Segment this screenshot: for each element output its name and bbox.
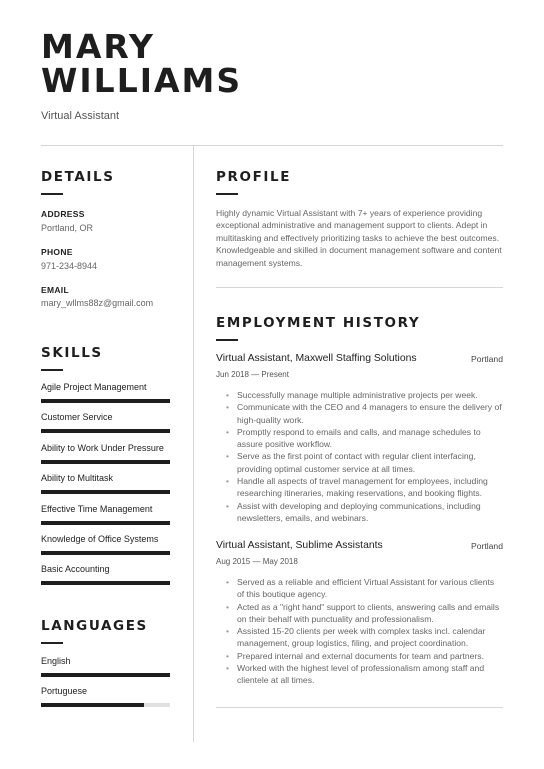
skill-name: Knowledge of Office Systems (41, 534, 159, 544)
job-dates: Jun 2018 — Present (216, 370, 289, 379)
skills-title: SKILLS (41, 345, 103, 361)
details-section-header (41, 169, 115, 195)
skill-item (41, 443, 170, 464)
skill-item (41, 473, 170, 494)
language-item (41, 656, 170, 677)
skill-item (41, 382, 170, 403)
header-divider (41, 145, 503, 146)
level-bar-track (41, 673, 170, 677)
skill-name: Ability to Work Under Pressure (41, 442, 164, 453)
skills-section-header (41, 345, 103, 371)
employment-title: EMPLOYMENT HISTORY (216, 315, 421, 331)
last-name: WILLIAMS (41, 61, 243, 100)
job-bullet: • Assisted 15-20 clients per week with complex tasks incl. calendar management, group logistics, filing, and project coordination. (226, 625, 503, 650)
job-bullet: • Assist with developing and deploying communications, including newsletters, emails, and webinars. (226, 500, 503, 525)
level-bar-fill (41, 460, 170, 464)
job-bullets (216, 576, 503, 687)
job-role: Virtual Assistant (41, 110, 120, 122)
section-underline (41, 369, 63, 371)
address-value: Portland, OR (41, 223, 94, 233)
job-dates: Aug 2015 — May 2018 (216, 557, 298, 566)
email-label: EMAIL (41, 285, 69, 295)
language-item (41, 686, 170, 707)
skill-item (41, 564, 170, 585)
skill-name: Ability to Multitask (41, 473, 114, 484)
level-bar-track (41, 460, 170, 464)
employment-divider (216, 707, 503, 708)
job-bullet: • Serve as the first point of contact with regular client interfacing, providing optimal customer service at all times. (226, 450, 503, 475)
level-bar-track (41, 490, 170, 494)
profile-summary: Highly dynamic Virtual Assistant with 7+ years of experience providing exceptional administrative and management support to clients. Adept in multitasking and effectively prioritizing tasks to achieve the best outcomes. Knowledgeable and skilled in document management software and content management systems. (216, 208, 502, 268)
email-value: mary_wllms88z@gmail.com (41, 298, 154, 308)
languages-title: LANGUAGES (41, 618, 148, 634)
level-bar-fill (41, 673, 170, 677)
job-bullet: • Worked with the highest level of professionalism among staff and clientele at all times. (226, 662, 503, 687)
first-name: MARY (41, 27, 155, 66)
level-bar-fill (41, 581, 170, 585)
job-entry (216, 540, 503, 687)
job-title: Virtual Assistant, Maxwell Staffing Solutions (216, 353, 417, 364)
skill-item (41, 412, 170, 433)
job-bullets (216, 389, 503, 524)
job-bullet: • Prepared internal and external documents for team and partners. (226, 650, 503, 662)
job-header (216, 353, 503, 367)
employment-section-header (216, 315, 420, 341)
details-title: DETAILS (41, 169, 115, 185)
level-bar-fill (41, 399, 170, 403)
section-underline (41, 642, 63, 644)
job-bullet: • Promptly respond to emails and calls, and manage schedules to assure positive workflow. (226, 426, 503, 451)
job-bullet: • Successfully manage multiple administrative projects per week. (226, 389, 503, 401)
level-bar-fill (41, 429, 170, 433)
level-bar-fill (41, 521, 170, 525)
level-bar-fill (41, 703, 144, 707)
skill-name: Basic Accounting (41, 564, 110, 575)
address-label: ADDRESS (41, 209, 85, 219)
candidate-name (41, 27, 243, 100)
skill-item (41, 504, 170, 525)
profile-divider (216, 287, 503, 288)
skill-item (41, 534, 170, 555)
phone-value: 971-234-8944 (41, 261, 98, 271)
level-bar-fill (41, 551, 170, 555)
phone-label: PHONE (41, 247, 73, 257)
job-bullet: • Communicate with the CEO and 4 managers to ensure the delivery of high-quality work. (226, 401, 503, 426)
job-title: Virtual Assistant, Sublime Assistants (216, 540, 383, 551)
profile-title: PROFILE (216, 169, 292, 185)
job-bullet: • Handle all aspects of travel management for employees, including researching itineraries, making reservations, and booking flights. (226, 475, 503, 500)
job-bullet: • Acted as a "right hand" support to clients, answering calls and emails on their behalf with punctuality and professionalism. (226, 601, 503, 626)
level-bar-track (41, 399, 170, 403)
language-name: English (41, 656, 71, 666)
languages-section-header (41, 618, 148, 644)
section-underline (41, 193, 63, 195)
level-bar-track (41, 521, 170, 525)
profile-section-header (216, 169, 291, 195)
section-underline (216, 193, 238, 195)
skill-name: Customer Service (41, 412, 113, 423)
section-underline (216, 339, 238, 341)
job-header (216, 540, 503, 554)
level-bar-fill (41, 490, 170, 494)
job-bullet: • Served as a reliable and efficient Virtual Assistant for various clients of this boutique agency. (226, 576, 503, 601)
job-location: Portland (470, 354, 503, 364)
level-bar-track (41, 703, 170, 707)
level-bar-track (41, 581, 170, 585)
language-name: Portuguese (41, 686, 88, 696)
column-divider (193, 146, 194, 742)
level-bar-track (41, 551, 170, 555)
job-entry (216, 353, 503, 524)
job-location: Portland (470, 541, 503, 551)
skill-name: Agile Project Management (41, 382, 147, 392)
level-bar-track (41, 429, 170, 433)
skill-name: Effective Time Management (41, 503, 153, 514)
